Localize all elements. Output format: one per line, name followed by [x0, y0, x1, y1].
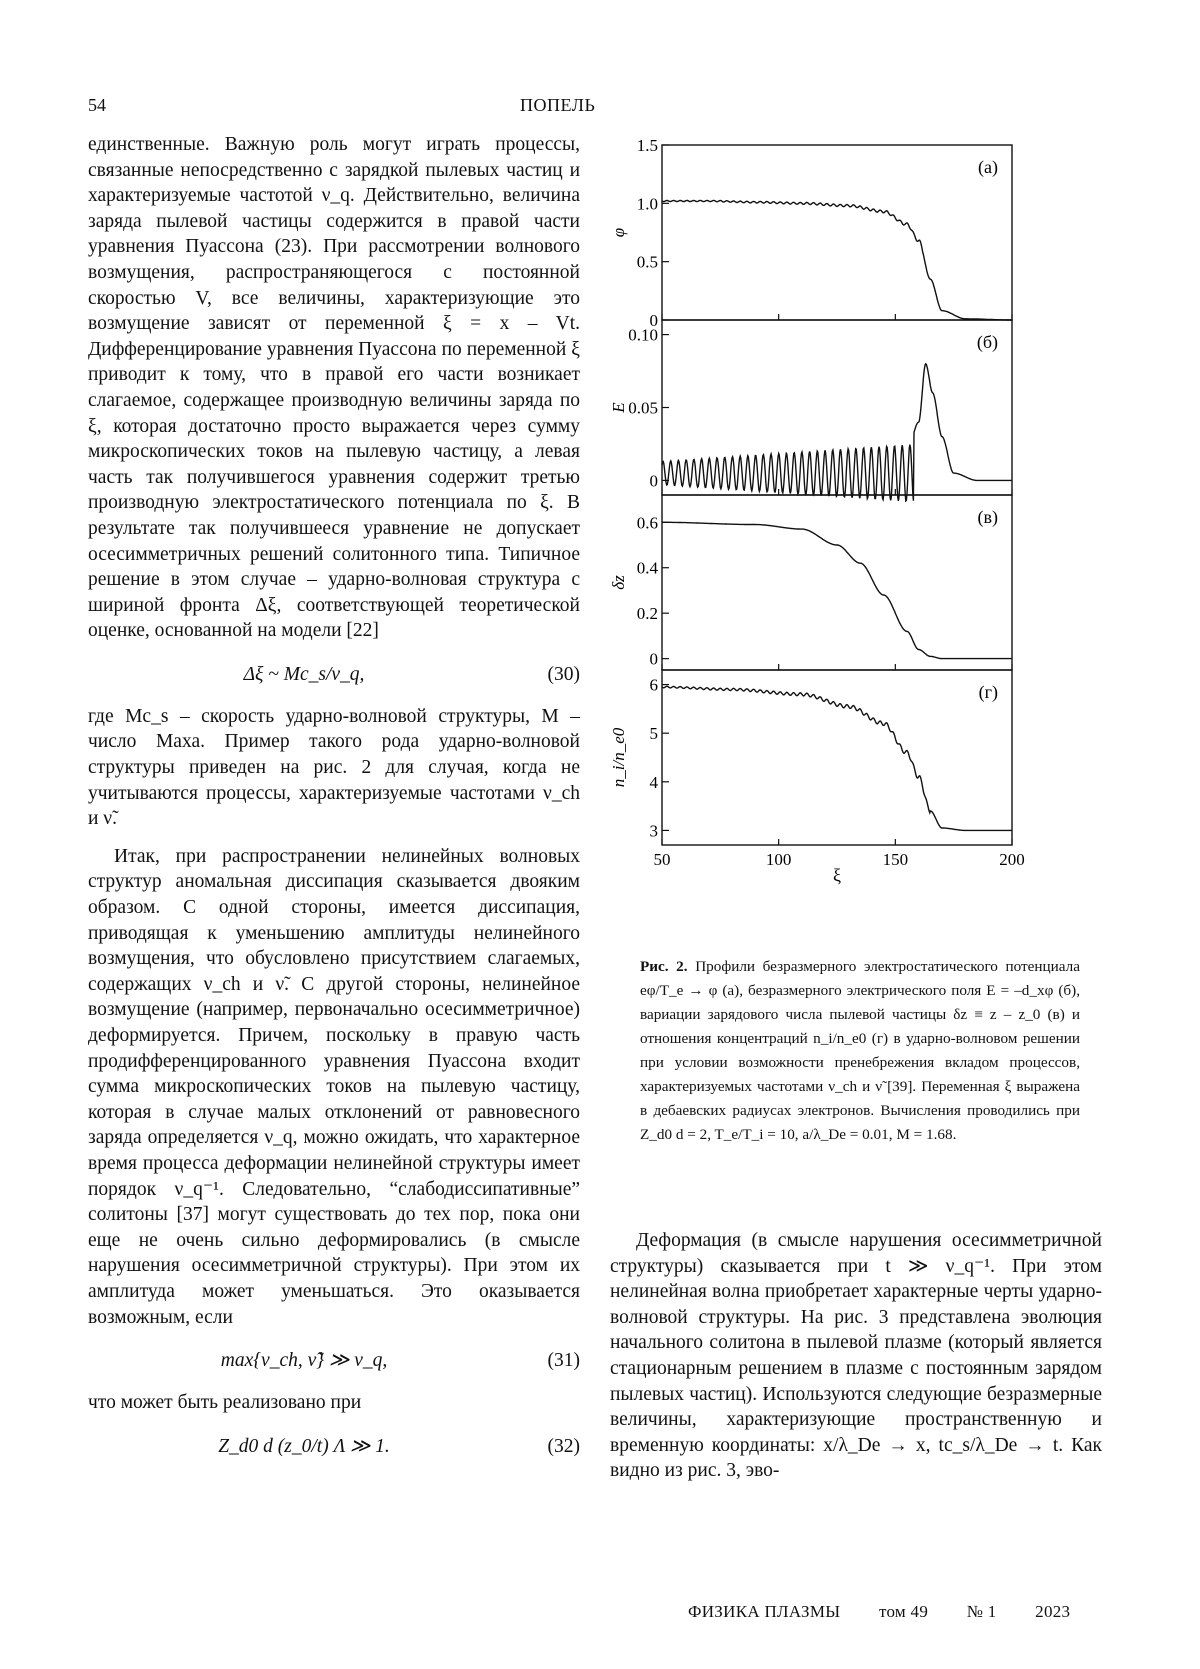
equation-31-number: (31) — [547, 1350, 580, 1372]
x-tick-label: 50 — [653, 850, 671, 869]
equation-32-formula: Z_d0 d (z_0/t) Λ ≫ 1. — [218, 1435, 390, 1457]
y-tick-label: 0.6 — [636, 513, 658, 533]
right-paragraph-1: Деформация (в смысле нарушения осесимметричной структуры) сказывается при t ≫ ν_q⁻¹. При этом нелинейная волна приобретает характерные черты ударно-волновой структуры. На рис. 3 представлена эволюция начального солитона в пылевой плазме (который является стационарным решением в плазме с постоянным зарядом пылевых частиц). Используются следующие безразмерные величины, характеризующие пространственную и временную координаты: x/λ_De → x, tc_s/λ_De → t. Как видно из рис. 3, эво- — [610, 1230, 1102, 1482]
y-tick-label: 0.4 — [636, 558, 658, 578]
y-tick-label: 0.2 — [636, 604, 658, 624]
footer-journal: ФИЗИКА ПЛАЗМЫ — [688, 1602, 841, 1621]
equation-32 — [88, 1430, 580, 1466]
panel-label: (а) — [978, 157, 998, 177]
equation-30 — [88, 658, 580, 694]
equation-32-number: (32) — [547, 1435, 580, 1457]
paragraph-2: где Mc_s – скорость ударно-волновой структуры, M – число Маха. Пример такого рода ударно-волновой структуры приведен на рис. 2 для случая, когда не учитываются процессы, характеризуемые частотами ν_ch и ν̃. — [88, 705, 580, 830]
y-tick-label: 0 — [649, 311, 658, 330]
equation-31-formula: max{ν_ch, ν̃} ≫ ν_q, — [220, 1350, 388, 1372]
x-tick-label: 150 — [882, 850, 909, 869]
paragraph-1: единственные. Важную роль могут играть процессы, связанные непосредственно с зарядкой пылевых частиц и характеризуемые частотой ν_q. Действительно, величина заряда пылевой частицы содержится в правой части уравнения Пуассона (23). При рассмотрении волнового возмущения, распространяющегося с постоянной скоростью V, все величины, характеризующие это возмущение зависят от переменной ξ = x – Vt. Дифференцирование уравнения Пуассона по переменной ξ приводит к тому, что в правой его части возникает слагаемое, содержащее производную величины заряда по ξ, которая достаточно просто выражается через сумму микроскопических токов на пылевую частицу, а левая часть так получившегося уравнения содержит третью производную электростатического потенциала по ξ. В результате так получившееся уравнение не допускает осесимметричных решений солитонного типа. Типичное решение в этом случае – ударно-волновая структура с шириной фронта Δξ, соответствующей теоретической оценке, основанной на модели [22] — [88, 134, 580, 642]
y-axis-label: φ — [609, 227, 628, 238]
footer-year: 2023 — [1035, 1602, 1071, 1621]
x-axis-label: ξ — [832, 865, 842, 885]
y-tick-label: 0.10 — [628, 325, 658, 345]
equation-30-number: (30) — [547, 663, 580, 685]
figure-caption — [640, 955, 1080, 1147]
series-line — [662, 522, 1012, 658]
x-tick-label: 100 — [765, 850, 792, 869]
equation-30-formula: Δξ ~ Mc_s/ν_q, — [243, 663, 365, 685]
y-tick-label: 1.0 — [636, 194, 658, 214]
y-tick-label: 4 — [649, 772, 658, 792]
y-tick-label: 0 — [649, 649, 658, 669]
footer-volume: том 49 — [878, 1602, 929, 1621]
paragraph-3: Итак, при распространении нелинейных волновых структур аномальная диссипация сказывается двояким образом. С одной стороны, имеется диссипация, приводящая к уменьшению амплитуды нелинейного возмущения, что обусловлено присутствием слагаемых, содержащих ν_ch и ν̃. С другой стороны, нелинейное возмущение (например, первоначально осесимметричное) деформируется. Причем, поскольку в правую часть продифференцированного уравнения Пуассона входит сумма микроскопических токов на пылевую частицу, которая в случае малых отклонений от равновесного заряда определяется ν_q, можно ожидать, что характерное время процесса деформации нелинейной структуры имеет порядок ν_q⁻¹. Следовательно, “слабодиссипативные” солитоны [37] могут существовать до тех пор, пока они еще не очень сильно деформировались (в смысле нарушения осесимметричной структуры). При этом их амплитуда может уменьшаться. Это оказывается возможным, если — [88, 845, 580, 1328]
y-axis-label: n_i/n_e0 — [609, 727, 628, 788]
journal-footer — [688, 1602, 1104, 1622]
panel-frame — [662, 145, 1012, 320]
page-number: 54 — [88, 95, 106, 115]
series-line — [662, 686, 1012, 830]
series-line — [662, 200, 1012, 320]
y-tick-label: 3 — [649, 821, 658, 841]
equation-31 — [88, 1344, 580, 1380]
y-axis-label: δz — [609, 575, 628, 590]
paragraph-4: что может быть реализовано при — [88, 1392, 362, 1414]
caption-label: Рис. 2. — [640, 958, 688, 975]
panel-frame — [662, 670, 1012, 845]
figure-2 — [609, 136, 1092, 940]
panel-frame — [662, 320, 1012, 495]
panel-label: (в) — [977, 507, 998, 527]
panel-label: (г) — [978, 682, 998, 702]
running-title: ПОПЕЛЬ — [520, 95, 596, 115]
right-column — [610, 1228, 1102, 1484]
panel-label: (б) — [976, 332, 998, 352]
y-tick-label: 0.05 — [628, 398, 658, 418]
left-column — [88, 132, 580, 1476]
footer-issue: № 1 — [966, 1602, 997, 1621]
y-tick-label: 0.5 — [636, 252, 658, 272]
figure-2-plots — [609, 136, 1092, 940]
y-tick-label: 5 — [649, 724, 658, 744]
panel-frame — [662, 495, 1012, 670]
y-tick-label: 6 — [649, 675, 658, 695]
y-tick-label: 0 — [649, 471, 658, 491]
series-line — [662, 364, 1012, 501]
y-tick-label: 1.5 — [636, 136, 658, 155]
y-axis-label: E — [609, 402, 628, 413]
caption-text: Профили безразмерного электростатического потенциала eφ/T_e → φ (а), безразмерного электрического поля E = –d_xφ (б), вариации зарядового числа пылевой частицы δz ≡ z – z_0 (в) и отношения концентраций n_i/n_e0 (г) в ударно-волновом решении при условии возможности пренебрежения вкладом процессов, характеризуемых частотами ν_ch и ν̃ [39]. Переменная ξ выражена в дебаевских радиусах электронов. Вычисления проводились при Z_d0 d = 2, T_e/T_i = 10, a/λ_De = 0.01, M = 1.68. — [640, 958, 1080, 1143]
x-tick-label: 200 — [999, 850, 1025, 869]
